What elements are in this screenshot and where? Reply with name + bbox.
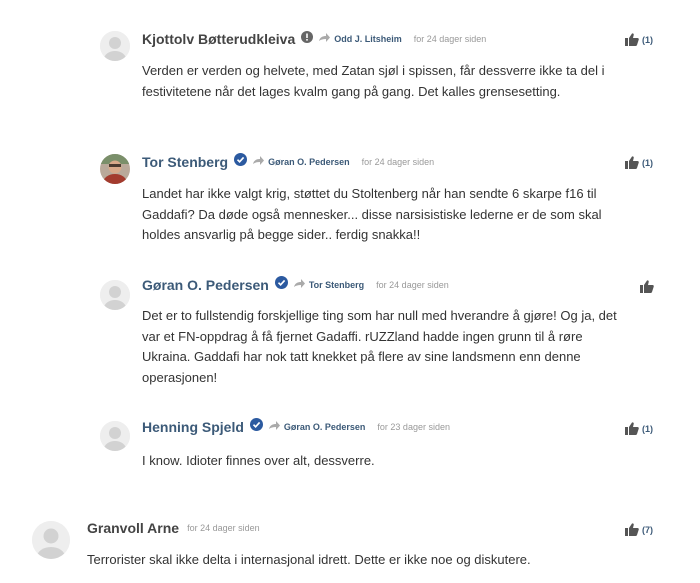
comment-text: Det er to fullstendig forskjellige ting som har null med hverandre å gjøre! Og ja, det var et FN-oppdrag å få fjernet Gadaffi. rUZZland hadde ingen grunn til å røre Ukraina. Gaddafi har nok tatt knekket på flere av sine landsmenn enn denne operasjonen! — [142, 308, 617, 385]
comment-text: Terrorister skal ikke delta i internasjonal idrett. Dette er ikke noe og diskutere. — [87, 552, 531, 567]
comment-text: I know. Idioter finnes over alt, dessverre. — [142, 453, 375, 468]
comment-author[interactable]: Gøran O. Pedersen — [142, 277, 269, 293]
reply-to-link[interactable]: Gøran O. Pedersen — [283, 422, 366, 432]
reply-to-link[interactable]: Odd J. Litsheim — [334, 34, 402, 44]
reply-arrow-icon — [294, 279, 305, 291]
comment-time: for 23 dager siden — [377, 422, 450, 432]
avatar[interactable] — [100, 31, 130, 61]
verified-icon — [250, 418, 263, 436]
thumbs-up-icon — [625, 33, 639, 46]
comment-author[interactable]: Tor Stenberg — [142, 154, 229, 170]
like-button[interactable] — [640, 280, 657, 293]
reply-to-link[interactable]: Gøran O. Pedersen — [268, 157, 350, 167]
verified-icon — [275, 276, 288, 294]
comment-time: for 24 dager siden — [187, 523, 260, 533]
thumbs-up-icon — [625, 156, 639, 169]
reply-to-link[interactable]: Tor Stenberg — [308, 280, 365, 290]
comment-text: Landet har ikke valgt krig, støttet du Stoltenberg når han sendte 6 skarpe f16 til Gaddafi? Da døde også mennesker... disse narsisistiske lederne er de som skal holdes ansvarlig på begge sider.. ferdig snakka!! — [142, 186, 602, 242]
avatar[interactable] — [100, 154, 130, 184]
thumbs-up-icon — [625, 523, 639, 536]
info-icon — [301, 30, 313, 48]
reply-arrow-icon — [319, 33, 330, 45]
comment-time: for 24 dager siden — [376, 280, 449, 290]
comment-time: for 24 dager siden — [413, 34, 487, 44]
verified-icon — [234, 153, 247, 171]
avatar[interactable] — [100, 280, 130, 310]
avatar[interactable] — [32, 521, 70, 559]
like-count: (1) — [642, 34, 653, 45]
comment-author[interactable]: Granvoll Arne — [87, 520, 180, 536]
comment-author[interactable]: Henning Spjeld — [142, 419, 244, 435]
comment-text: Verden er verden og helvete, med Zatan sjøl i spissen, får dessverre ikke ta del i festivitetene når det lages kvalm gang på gang. Det kalles grensesetting. — [142, 63, 605, 99]
like-button[interactable] — [625, 156, 653, 169]
avatar[interactable] — [100, 421, 130, 451]
reply-arrow-icon — [253, 156, 264, 168]
reply-arrow-icon — [269, 421, 280, 433]
like-count: (1) — [642, 423, 653, 434]
thumbs-up-icon — [625, 422, 639, 435]
thumbs-up-icon — [640, 280, 654, 293]
comment-time: for 24 dager siden — [361, 157, 435, 167]
like-count: (7) — [642, 524, 653, 535]
like-button[interactable] — [625, 523, 653, 536]
like-button[interactable] — [625, 422, 653, 435]
like-count: (1) — [642, 157, 653, 168]
comment-author[interactable]: Kjottolv Bøtterudkleiva — [142, 31, 296, 47]
like-button[interactable] — [625, 33, 653, 46]
